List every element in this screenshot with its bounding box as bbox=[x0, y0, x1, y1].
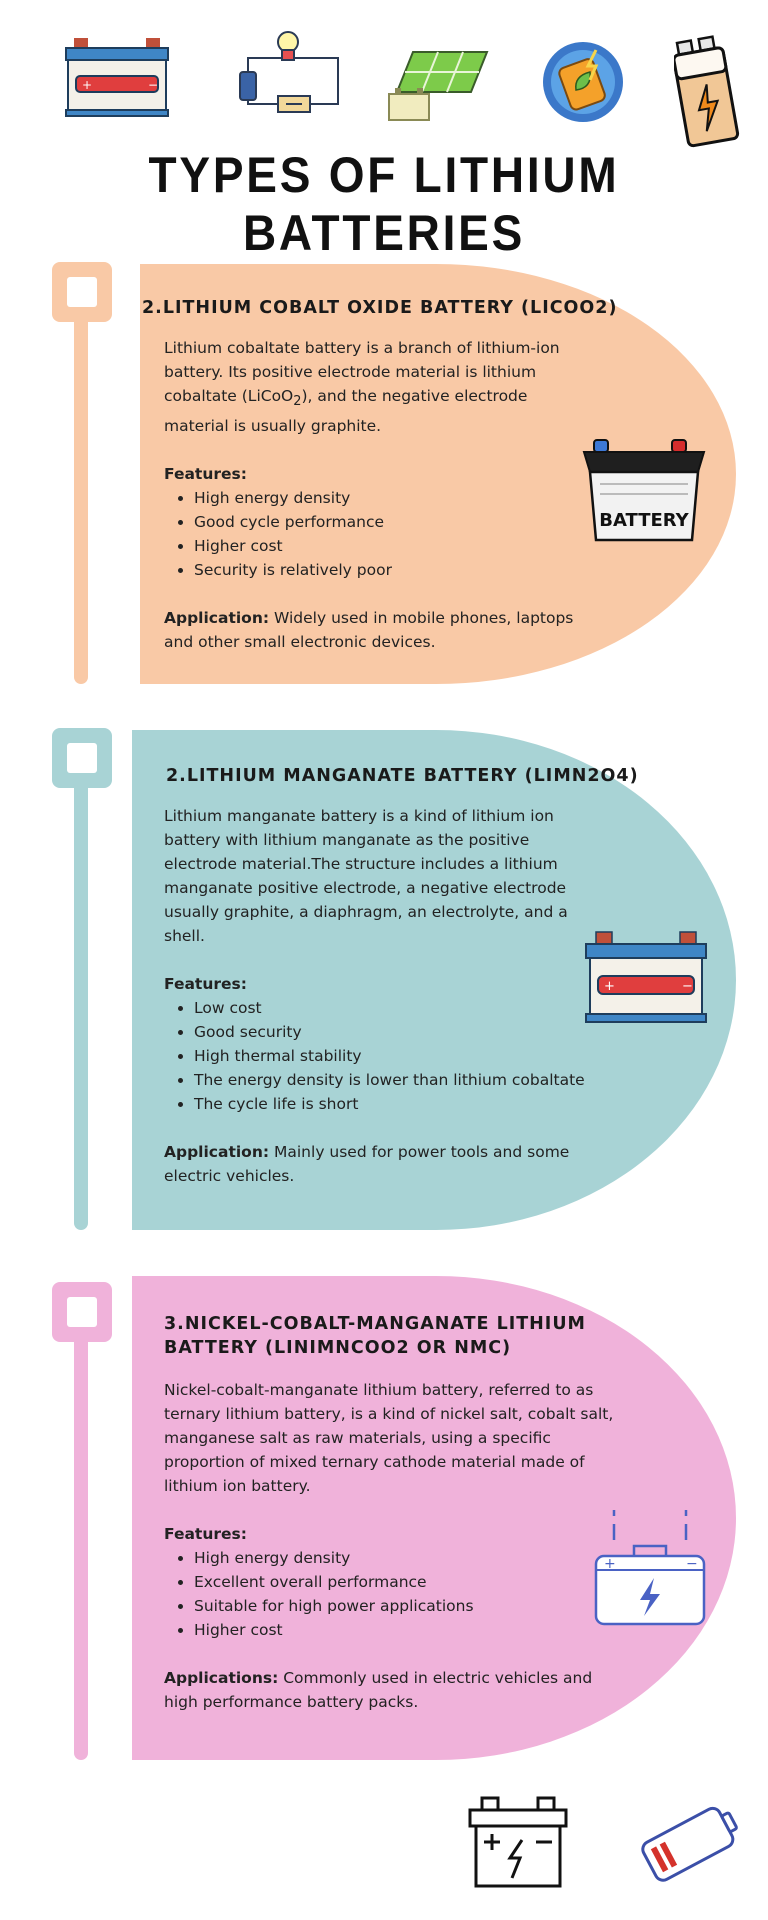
feature-item: • Security is relatively poor bbox=[194, 558, 580, 582]
card-1-rail-tag bbox=[52, 262, 112, 322]
feature-item: • The cycle life is short bbox=[194, 1092, 596, 1116]
low-battery-icon bbox=[634, 1800, 746, 1884]
card-description: Lithium manganate battery is a kind of lithium ion battery with lithium manganate as the positive electrode material.The structure includes a lithium manganate positive electrode, a negative electrode usually graphite, a diaphragm, an electrolyte, and a shell. bbox=[164, 807, 568, 945]
card-title: 3.NICKEL-COBALT-MANGANATE LITHIUM BATTERY (LINIMNCOO2 OR NMC) bbox=[164, 1314, 586, 1358]
feature-item: • Suitable for high power applications bbox=[194, 1594, 624, 1618]
application-label: Application: bbox=[164, 1143, 270, 1161]
application-value: Commonly used in electric vehicles and high performance battery packs. bbox=[164, 1669, 593, 1711]
features-heading: Features: bbox=[164, 975, 247, 993]
feature-item: • Higher cost bbox=[194, 534, 580, 558]
card-description: Nickel-cobalt-manganate lithium battery, referred to as ternary lithium battery, is a kind of nickel salt, cobalt salt, manganese salt as raw materials, using a specific proportion of mixed ternary cathode material made of lithium ion battery. bbox=[164, 1381, 614, 1495]
svg-text:+: + bbox=[604, 979, 615, 994]
application-text bbox=[164, 1666, 624, 1714]
features-heading: Features: bbox=[164, 465, 247, 484]
card-lithium-cobalt-oxide bbox=[140, 264, 736, 684]
features-heading: Features: bbox=[164, 1525, 247, 1543]
card-2-rail bbox=[74, 730, 88, 1230]
charging-battery-icon bbox=[590, 1504, 710, 1630]
feature-item: • Good cycle performance bbox=[194, 510, 580, 534]
feature-item: • The energy density is lower than lithium cobaltate bbox=[194, 1068, 596, 1092]
application-text bbox=[164, 1140, 596, 1188]
battery-charge-icon bbox=[466, 1796, 570, 1890]
feature-item: • Higher cost bbox=[194, 1618, 624, 1642]
eco-battery-icon bbox=[538, 36, 628, 126]
feature-item: • High energy density bbox=[194, 1546, 624, 1570]
car-battery-icon bbox=[62, 36, 172, 120]
application-label: Application: bbox=[164, 609, 270, 628]
battery-label: BATTERY bbox=[599, 510, 689, 531]
card-body bbox=[164, 336, 580, 654]
card-3-rail-tag bbox=[52, 1282, 112, 1342]
card-lithium-manganate bbox=[132, 730, 736, 1230]
card-body bbox=[164, 804, 596, 1188]
svg-text:−: − bbox=[148, 78, 159, 92]
features-list bbox=[164, 1546, 624, 1642]
9v-battery-icon bbox=[674, 32, 746, 150]
card-2-rail-tag bbox=[52, 728, 112, 788]
svg-text:+: + bbox=[82, 78, 93, 92]
features-list bbox=[164, 996, 596, 1116]
feature-item: • High energy density bbox=[194, 486, 580, 510]
features-list bbox=[164, 486, 580, 582]
card-nickel-cobalt-manganate bbox=[132, 1276, 736, 1760]
application-value: Widely used in mobile phones, laptops and other small electronic devices. bbox=[164, 609, 574, 652]
feature-item: • Excellent overall performance bbox=[194, 1570, 624, 1594]
svg-text:+: + bbox=[604, 1556, 616, 1572]
card-1-rail bbox=[74, 264, 88, 684]
application-label: Applications: bbox=[164, 1669, 279, 1687]
application-text bbox=[164, 606, 580, 654]
car-battery-icon bbox=[580, 436, 710, 546]
car-battery-icon bbox=[584, 930, 708, 1026]
card-title: 2.LITHIUM MANGANATE BATTERY (LIMN2O4) bbox=[166, 766, 639, 786]
circuit-icon bbox=[228, 28, 348, 120]
feature-item: • High thermal stability bbox=[194, 1044, 596, 1068]
svg-text:−: − bbox=[686, 1556, 698, 1572]
svg-text:−: − bbox=[682, 979, 693, 994]
card-description: Lithium cobaltate battery is a branch of lithium-ion battery. Its positive electrode material is lithium cobaltate (LiCoO$_2$), and the negative electrode material is usually graphite. bbox=[164, 339, 560, 436]
feature-item: • Good security bbox=[194, 1020, 596, 1044]
card-3-rail bbox=[74, 1284, 88, 1760]
card-body bbox=[164, 1378, 624, 1714]
page-title: TYPES OF LITHIUM BATTERIES bbox=[148, 147, 620, 261]
feature-item: • Low cost bbox=[194, 996, 596, 1020]
card-title: 2.LITHIUM COBALT OXIDE BATTERY (LICOO2) bbox=[142, 298, 618, 318]
solar-panel-icon bbox=[385, 48, 493, 124]
application-value: Mainly used for power tools and some electric vehicles. bbox=[164, 1143, 570, 1185]
